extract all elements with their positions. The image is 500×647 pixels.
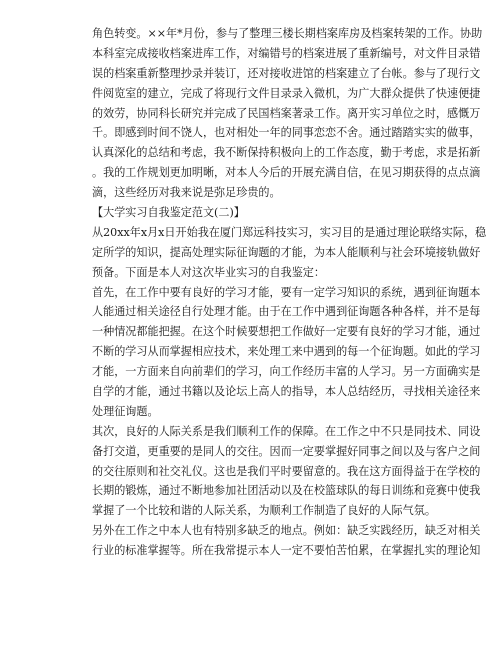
text-line: 人能通过相关途径自行处理才能。由于在工作中遇到征询题各种各样，并不是每	[92, 305, 481, 319]
text-line: 才能，一方面来自向前辈们的学习，向工作经历丰富的人学习。另一方面确实是	[92, 365, 481, 379]
text-line: 掌握了一个比较和谐的人际关系，为顺利工作制造了良好的人际气氛。	[92, 504, 436, 518]
text-line: 从20xx年x月x日开始我在厦门郑远科技实习，实习目的是通过理论联络实际，稳	[92, 225, 487, 239]
text-line: 首先，在工作中要有良好的学习才能，要有一定学习知识的系统，遇到征询题本	[92, 285, 481, 299]
text-line: 件阅览室的建立，完成了将现行文件目录录入微机，为广大群众提供了快速便捷	[92, 86, 481, 100]
text-line: 认真深化的总结和考虑，我不断保持积极向上的工作态度，勤于考虑，求是拓新	[92, 146, 481, 160]
text-line: 自学的才能，通过书籍以及论坛上高人的指导，本人总结经历，寻找相关途径来	[92, 385, 481, 399]
text-line: 滴，这些经历对我来说是弥足珍贵的。	[92, 186, 281, 200]
document-body	[92, 24, 487, 561]
text-line: 不断的学习从而掌握相应技术，来处理工来中遇到的每一个征询题。如此的学习	[92, 345, 481, 359]
text-line: 。我的工作规划更加明晰，对本人今后的开展充满自信，在见习期获得的点点滴	[92, 166, 481, 180]
text-line: 的交往原则和社交礼仪。这也是我们平时要留意的。我在这方面得益于在学校的	[92, 464, 481, 478]
text-line: 处理征询题。	[92, 404, 159, 418]
section-heading: 【大学实习自我鉴定范文(二)】	[92, 206, 245, 220]
text-line: 预备。下面是本人对这次毕业实习的自我鉴定：	[92, 265, 325, 279]
text-line: 备打交道，更重要的是同人的交往。因而一定要掌握好同事之间以及与客户之间	[92, 444, 481, 458]
text-line: 长期的锻炼，通过不断地参加社团活动以及在校篮球队的每日训练和竞赛中使我	[92, 484, 481, 498]
text-line: 其次，良好的人际关系是我们顺利工作的保障。在工作之中不只是同技术、同设	[92, 424, 481, 438]
text-line: 行业的标准掌握等。所在我常提示本人一定不要怕苦怕累，在掌握扎实的理论知	[92, 544, 481, 558]
text-line: 另外在工作之中本人也有特别多缺乏的地点。例如：缺乏实践经历，缺乏对相关	[92, 524, 481, 538]
text-line: 一种情况都能把握。在这个时候要想把工作做好一定要有良好的学习才能，通过	[92, 325, 481, 339]
text-line: 千。即感到时间不饶人，也对相处一年的同事恋恋不舍。通过踏踏实实的做事，	[92, 126, 481, 140]
text-line: 误的档案重新整理抄录并装订，还对接收进馆的档案建立了台帐。参与了现行文	[92, 66, 481, 80]
text-line: 的效劳，协同科长研究并完成了民国档案著录工作。离开实习单位之时，感慨万	[92, 106, 481, 120]
text-line: 定所学的知识，提高处理实际征询题的才能，为本人能顺利与社会环境接轨做好	[92, 245, 481, 259]
text-line: 本科室完成接收档案进库工作，对编错号的档案进展了重新编号，对文件目录错	[92, 46, 481, 60]
text-line: 角色转变。××年*月份，参与了整理三楼长期档案库房及档案转架的工作。协助	[92, 27, 483, 40]
